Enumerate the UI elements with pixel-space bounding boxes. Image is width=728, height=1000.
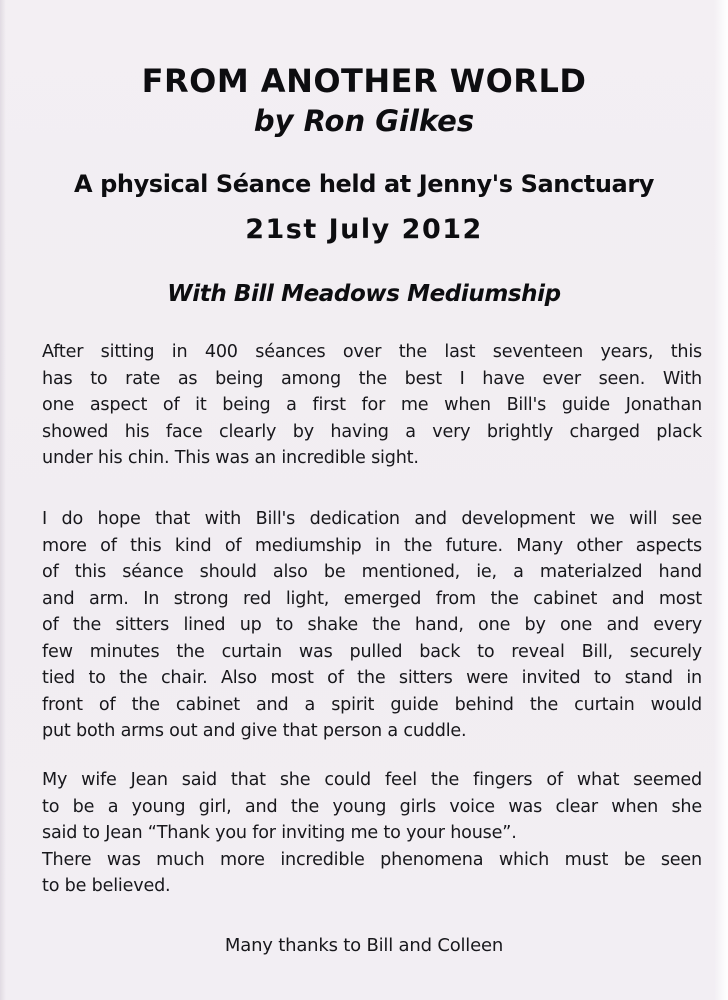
paragraph-line: said to Jean “Thank you for inviting me to your house”. <box>42 823 517 843</box>
closing-thanks: Many thanks to Bill and Colleen <box>224 935 504 956</box>
scan-edge-right <box>714 0 728 1000</box>
paragraph-line: tied to the chair. Also most of the sitters were invited to stand in <box>42 668 702 688</box>
paragraph-line: of the sitters lined up to shake the hand, one by one and every <box>42 615 702 635</box>
paragraph-line: I do hope that with Bill's dedication and development we will see <box>42 509 702 529</box>
paragraph-line: showed his face clearly by having a very brightly charged plack <box>42 421 702 442</box>
paragraph-line: My wife Jean said that she could feel the fingers of what seemed <box>42 770 702 790</box>
event-date: 21st July 2012 <box>245 214 483 245</box>
paragraph-line: under his chin. This was an incredible sight. <box>42 448 419 468</box>
paragraph-line: front of the cabinet and a spirit guide behind the curtain would <box>42 694 702 715</box>
paragraph-line: of this séance should also be mentioned, ie, a materialzed hand <box>42 562 702 582</box>
scan-shadow-left <box>0 0 6 1000</box>
paragraph-line: and arm. In strong red light, emerged from the cabinet and most <box>42 588 702 609</box>
author-byline: by Ron Gilkes <box>253 104 475 138</box>
paragraph-line: to be a young girl, and the young girls voice was clear when she <box>42 796 702 817</box>
paragraph-line: few minutes the curtain was pulled back to reveal Bill, securely <box>42 641 702 662</box>
paragraph-line: more of this kind of mediumship in the future. Many other aspects <box>42 535 702 556</box>
paragraph-1 <box>42 339 702 472</box>
paragraph-line: has to rate as being among the best I have ever seen. With <box>42 368 702 389</box>
paragraph-line: to be believed. <box>42 876 171 896</box>
paragraph-line: one aspect of it being a first for me when Bill's guide Jonathan <box>42 395 702 415</box>
paragraph-line: put both arms out and give that person a cuddle. <box>42 721 467 741</box>
paragraph-line: There was much more incredible phenomena which must be seen <box>42 849 702 870</box>
document-title: FROM ANOTHER WORLD <box>141 62 587 100</box>
paragraph-3 <box>42 767 702 900</box>
medium-heading: With Bill Meadows Mediumship <box>167 281 561 307</box>
event-subtitle: A physical Séance held at Jenny's Sanctuary <box>73 170 655 198</box>
paragraph-2 <box>42 506 702 745</box>
paragraph-line: After sitting in 400 séances over the last seventeen years, this <box>42 342 702 362</box>
